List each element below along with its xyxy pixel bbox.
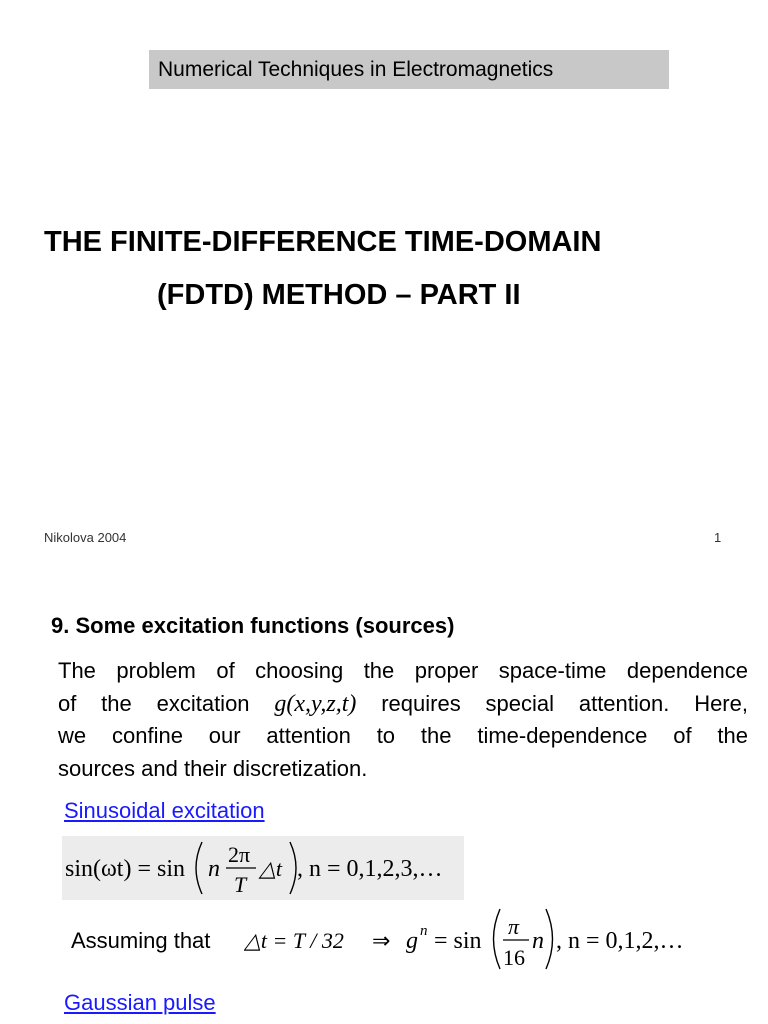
eq2-condition: △t = T / 32 — [244, 928, 344, 953]
eq2-sin: = sin — [434, 928, 482, 954]
eq1-dt: △t — [259, 856, 283, 881]
footer-author: Nikolova 2004 — [44, 530, 127, 545]
title-line-2: (FDTD) METHOD – PART II — [157, 279, 521, 311]
section-heading: 9. Some excitation functions (sources) — [51, 613, 455, 638]
eq2-superscript: n — [420, 923, 428, 939]
course-title: Numerical Techniques in Electromagnetics — [158, 58, 554, 81]
para-line-2-b: requires special attention. Here, — [381, 690, 748, 716]
intro-paragraph — [58, 655, 748, 785]
eq1-n: n — [208, 856, 220, 882]
eq2-n: n — [532, 928, 544, 954]
implies-arrow: ⇒ — [372, 929, 391, 954]
eq1-left-paren — [196, 842, 202, 894]
eq2-denominator: 16 — [503, 945, 525, 970]
para-line-4: sources and their discretization. — [58, 755, 368, 781]
sinusoid-equation — [62, 836, 464, 900]
eq2-right-paren — [546, 909, 553, 969]
title-line-1: THE FINITE-DIFFERENCE TIME-DOMAIN — [44, 226, 602, 258]
page-number: 1 — [714, 530, 722, 545]
eq2-numerator: π — [508, 914, 520, 939]
eq1-right-paren — [290, 842, 296, 894]
eq2-g: g — [406, 928, 418, 954]
course-header — [149, 50, 669, 89]
para-line-2-a: of the excitation — [58, 690, 250, 716]
para-line-3: we confine our attention to the time-dependence of the — [58, 723, 748, 748]
eq2-range: , n = 0,1,2,… — [556, 928, 684, 954]
sinusoid-equation-box — [62, 836, 464, 900]
para-line-1: The problem of choosing the proper space-time dependence — [58, 658, 748, 683]
excitation-function: g(x,y,z,t) — [274, 690, 357, 717]
assuming-text: Assuming that — [71, 928, 211, 953]
eq1-numerator: 2π — [228, 842, 251, 867]
eq1-lhs: sin(ωt) = sin — [65, 856, 185, 882]
eq1-denominator: T — [234, 872, 247, 897]
eq1-range: , n = 0,1,2,3,… — [297, 856, 443, 882]
sinusoidal-excitation-link[interactable]: Sinusoidal excitation — [64, 798, 265, 823]
eq2-left-paren — [494, 909, 501, 969]
para-line-2 — [58, 688, 748, 721]
discrete-sinusoid-equation — [244, 905, 724, 973]
gaussian-pulse-link[interactable]: Gaussian pulse — [64, 990, 216, 1015]
